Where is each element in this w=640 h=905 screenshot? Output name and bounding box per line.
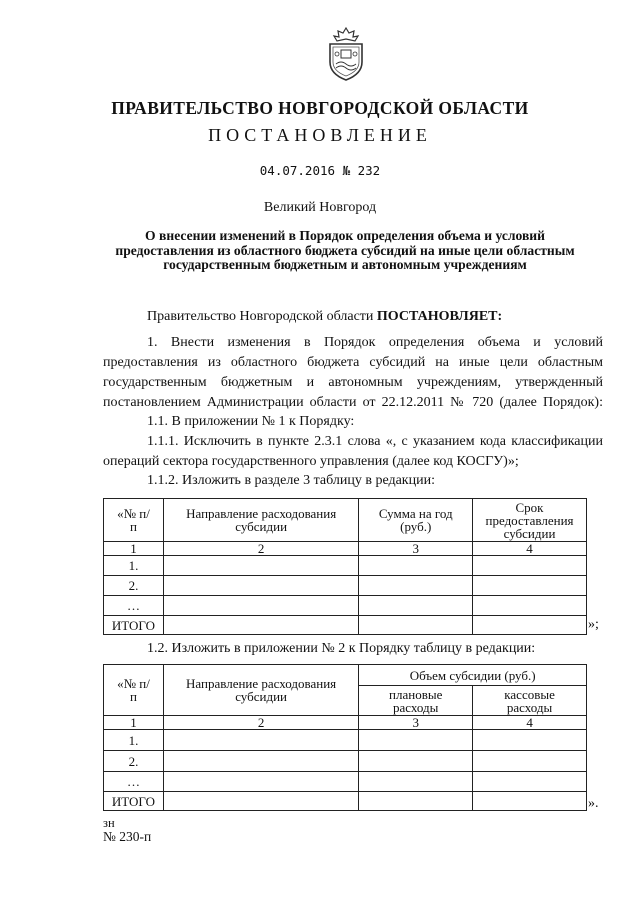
table-row [104,616,587,635]
row-number: 1. [104,556,164,576]
total-label: ИТОГО [104,616,164,635]
col-index: 4 [473,716,587,730]
item-1-2: 1.2. Изложить в приложении № 2 к Порядку таблицу в редакции: [147,641,536,656]
col-index: 1 [104,542,164,556]
col-direction-header: Направление расходования субсидии [163,499,358,542]
table-row [104,576,587,596]
footer-number: № 230-п [103,829,152,844]
item-1-1-2: 1.1.2. Изложить в разделе 3 таблицу в редакции: [147,473,435,488]
row-number: 1. [104,730,164,751]
row-number: 2. [104,751,164,772]
col-volume-header: Объем субсидии (руб.) [359,665,587,686]
subsidy-table-1 [103,498,587,635]
table-row [104,772,587,792]
table-row [104,556,587,576]
document-title: О внесении изменений в Порядок определения объема и условий предоставления из областного бюджета субсидий на иные цели областным государственным бюджетным и автономным учреждениям [115,228,575,272]
col-sum-header: Сумма на год (руб.) [359,499,473,542]
col-direction-header: Направление расходования субсидии [163,665,358,716]
col-term-header: Срок предоставления субсидии [473,499,587,542]
item-1-line-3: государственным бюджетным и автономным учреждениям, утвержденный [103,375,603,390]
table-row [104,751,587,772]
col-index: 4 [473,542,587,556]
government-name: ПРАВИТЕЛЬСТВО НОВГОРОДСКОЙ ОБЛАСТИ [111,98,529,118]
col-index: 3 [359,542,473,556]
item-1-1-1-line-1: 1.1.1. Исключить в пункте 2.3.1 слова «, с указанием кода классификации [147,434,603,449]
item-1-1-1-line-2: операций сектора государственного управления (далее код КОСГУ)»; [103,454,519,469]
city: Великий Новгород [263,200,377,215]
col-cash-header: кассовые расходы [473,686,587,716]
preamble: Правительство Новгородской области ПОСТАНОВЛЯЕТ: [147,309,503,324]
col-planned-header: плановые расходы [359,686,473,716]
row-number: … [104,772,164,792]
col-index: 3 [359,716,473,730]
col-index: 1 [104,716,164,730]
total-label: ИТОГО [104,792,164,811]
table-row [104,596,587,616]
item-1-line-1: 1. Внести изменения в Порядок определения объема и условий [147,335,603,350]
document-type: ПОСТАНОВЛЕНИЕ [208,125,432,145]
row-number: … [104,596,164,616]
date-and-number: 04.07.2016 № 232 [259,163,381,178]
coat-of-arms-emblem [324,26,368,82]
footer-initials: зн [103,816,115,830]
table-row [104,730,587,751]
col-number-header: «№ п/п [104,665,164,716]
item-1-line-2: предоставления из областного бюджета субсидий на иные цели областным [103,355,603,370]
col-index: 2 [163,716,358,730]
table-row [104,792,587,811]
table-1-closing-quote: »; [588,617,599,632]
item-1-line-4: постановлением Администрации области от 22.12.2011 № 720 (далее Порядок): [103,395,603,410]
col-index: 2 [163,542,358,556]
subsidy-table-2 [103,664,587,811]
item-1-1: 1.1. В приложении № 1 к Порядку: [147,414,355,429]
col-number-header: «№ п/п [104,499,164,542]
table-2-closing-quote: ». [588,796,599,811]
row-number: 2. [104,576,164,596]
